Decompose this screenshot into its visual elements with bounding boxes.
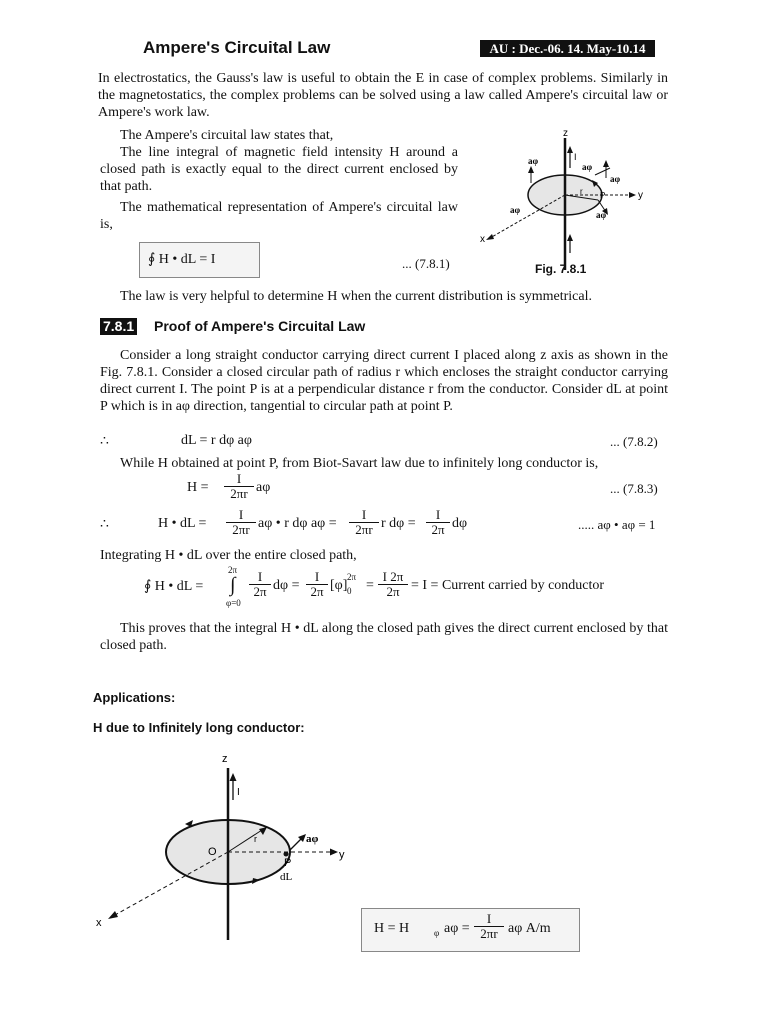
result-fraction: I 2πr: [474, 912, 504, 941]
result-subscript: φ: [434, 928, 440, 938]
y-axis-label: y: [638, 190, 643, 201]
equation-5-fraction-b: I 2π: [306, 570, 328, 599]
y-arrow-icon-2: [330, 849, 338, 856]
applications-subheading: H due to Infinitely long conductor:: [93, 720, 305, 735]
intro-paragraph-5: The law is very helpful to determine H when the current distribution is symmetrical.: [120, 289, 592, 304]
equation-5-fraction-c: I 2π 2π: [378, 570, 408, 599]
equation-5-part-a: dφ =: [273, 578, 300, 593]
equation-5-fraction-a: I 2π: [249, 570, 271, 599]
z-axis-label-2: z: [222, 753, 228, 765]
equation-5-part-b: [φ]: [330, 578, 348, 593]
aphi-label-left: aφ: [528, 156, 539, 166]
y-arrow-icon: [629, 192, 636, 198]
therefore-symbol-2: ∴: [100, 517, 109, 532]
result-lhs: H = H: [374, 921, 410, 936]
equation-7-8-3-rhs: aφ: [256, 480, 271, 495]
equation-4-part-c: dφ: [452, 516, 468, 531]
equation-7-8-3-lhs: H =: [187, 480, 209, 495]
point-p-label-2: P: [284, 857, 292, 869]
section-paragraph-2: While H obtained at point P, from Biot-Savart law due to infinitely long conductor is,: [120, 456, 599, 471]
figure-caption: Fig. 7.8.1: [535, 262, 587, 276]
equation-5-integral-sign: ∫: [230, 574, 236, 596]
equation-number-7-8-1: ... (7.8.1): [402, 256, 450, 271]
applications-heading: Applications:: [93, 690, 176, 705]
equation-4-part-a: aφ • r dφ aφ =: [258, 516, 337, 531]
equation-4-fraction-a: I 2πr: [226, 508, 256, 537]
equation-5-limit-lower: 0: [347, 586, 352, 596]
point-p-marker: [284, 852, 289, 857]
equation-4-fraction-c: I 2π: [426, 508, 450, 537]
x-arrow-icon-2: [108, 911, 118, 919]
point-p-label: P: [600, 191, 606, 200]
law-statement: The line integral of magnetic field intensity H around a closed path is exactly equal to the direct current enclosed by that path.: [100, 145, 458, 194]
intro-paragraph-1: In electrostatics, the Gauss's law is useful to obtain the E in case of complex problems. Similarly in the magnetostatics, the complex problems can be solved using a law called Ampere's circuital law or Ampere's work law.: [98, 71, 668, 120]
section-title: Proof of Ampere's Circuital Law: [154, 318, 366, 334]
aphi-label-bottom: aφ: [510, 205, 521, 215]
equation-7-8-1: ∮ H • dL = I: [139, 242, 260, 278]
equation-7-8-3-fraction: I 2πr: [224, 472, 254, 501]
therefore-symbol: ∴: [100, 434, 109, 449]
equation-number-7-8-2: ... (7.8.2): [610, 434, 658, 449]
figure-infinite-conductor: [90, 750, 370, 945]
equation-4-note: ..... aφ • aφ = 1: [578, 517, 656, 532]
aphi-label-2: aφ: [306, 833, 319, 845]
equation-4-lhs: H • dL =: [158, 516, 207, 531]
intro-paragraph-4: The mathematical representation of Ampere's circuital law is,: [100, 200, 458, 232]
equation-5-integral-upper: 2π: [228, 565, 238, 575]
section-number: 7.8.1: [100, 318, 137, 335]
exam-badge: AU : Dec.-06. 14. May-10.14: [480, 40, 655, 57]
z-axis-label: z: [563, 128, 568, 139]
equation-4-part-b: r dφ =: [381, 516, 416, 531]
intro-paragraph-2: The Ampere's circuital law states that,: [120, 128, 334, 143]
x-axis-label: x: [480, 234, 485, 245]
result-mid: aφ =: [444, 921, 470, 936]
equation-5-lhs: ∮ H • dL =: [144, 579, 204, 594]
aphi-label-lower: aφ: [596, 210, 607, 220]
section-paragraph-3: Integrating H • dL over the entire closed path,: [100, 548, 357, 563]
figure-7-8-1: [470, 128, 660, 278]
current-label-2: I: [237, 787, 240, 798]
y-axis-label-2: y: [339, 849, 345, 861]
aphi-label-right: aφ: [610, 174, 621, 184]
equation-5-limit-upper: 2π: [347, 572, 357, 582]
equation-5-integral-lower: φ=0: [226, 598, 241, 608]
origin-label: O: [208, 846, 217, 858]
page-title: Ampere's Circuital Law: [143, 38, 331, 57]
x-axis-label-2: x: [96, 917, 102, 929]
equation-5-tail: = I = Current carried by conductor: [411, 578, 605, 593]
current-label: I: [574, 152, 577, 162]
equation-number-7-8-3: ... (7.8.3): [610, 481, 658, 496]
current-arrow-icon: [567, 146, 573, 153]
dl-label: dL: [280, 871, 293, 883]
equation-5-equals: =: [366, 578, 374, 593]
radius-label-2: r: [254, 834, 257, 844]
x-arrow-icon: [486, 234, 494, 240]
radius-label: r: [580, 187, 583, 196]
result-rhs: aφ A/m: [508, 921, 551, 936]
section-paragraph-1: Consider a long straight conductor carrying direct current I placed along z axis as shown in the Fig. 7.8.1. Consider a closed circular path of radius r which encloses the straight conductor carrying direct current I. The point P is at a perpendicular distance r from the conductor. Consider dL at point P which is in aφ direction, tangential to circular path at point P.: [100, 348, 668, 414]
aphi-label-top: aφ: [582, 162, 593, 172]
current-arrow-icon-2: [230, 773, 237, 781]
equation-4-fraction-b: I 2πr: [349, 508, 379, 537]
equation-7-8-2: dL = r dφ aφ: [181, 433, 252, 448]
section-paragraph-4: This proves that the integral H • dL along the closed path gives the direct current enclosed by that closed path.: [100, 621, 668, 653]
